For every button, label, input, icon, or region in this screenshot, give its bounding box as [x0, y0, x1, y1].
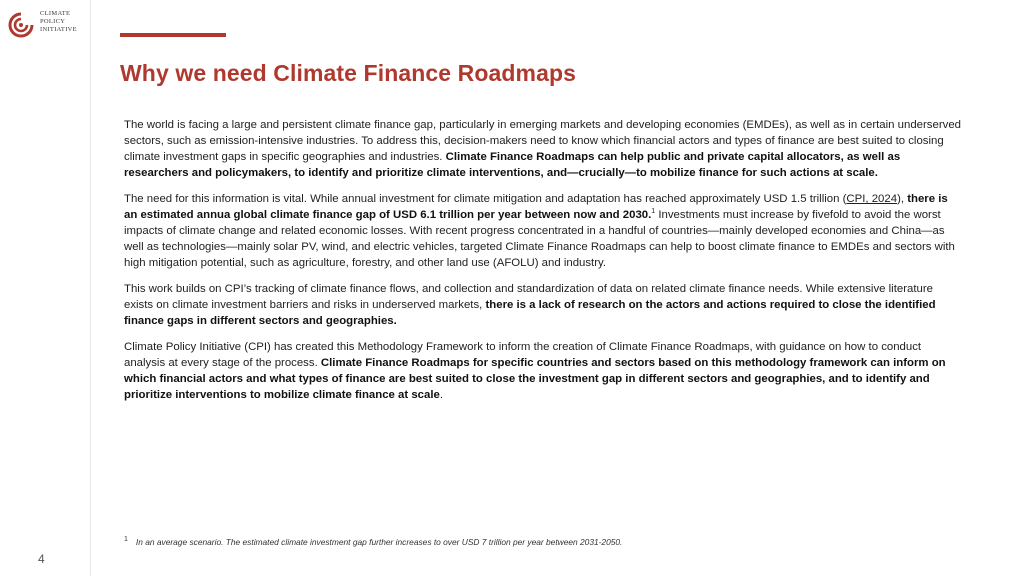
logo-wordmark	[40, 10, 77, 34]
p1-bold: Climate Finance Roadmaps can help public and private capital allocators, as well as researchers and policymakers, to identify and prioritize climate interventions, and—crucially—to mobilize finance for such actions at scale.	[124, 151, 901, 179]
footnote-number: 1	[124, 536, 128, 544]
footnote-ref: 1	[651, 208, 656, 216]
p2-text-1: The need for this information is vital. While annual investment for climate mitigation and adaptation has reached approximately USD 1.5 trillion (	[124, 193, 847, 205]
p4-text-2: .	[439, 389, 444, 401]
page-title: Why we need Climate Finance Roadmaps	[120, 60, 577, 86]
p4-text-1: Climate Policy Initiative (CPI) has created this Methodology Framework to inform the creation of Climate Finance Roadmaps, with guidance on how to conduct analysis at every stage of the process.	[124, 341, 922, 369]
logo-line-3: INITIATIVE	[40, 26, 77, 33]
cpi-2024-link[interactable]: CPI, 2024	[846, 193, 898, 205]
paragraph-3	[124, 281, 964, 329]
p2-text-2: ),	[897, 193, 908, 205]
paragraph-2	[124, 191, 964, 271]
p2-text-3: Investments must increase by fivefold to avoid the worst impacts of climate change and related economic losses. With recent progress concentrated in a handful of countries—mainly developed economies and China—as well as technologies—mainly solar PV, wind, and electric vehicles, targeted Climate Finance Roadmaps can help to boost climate finance to EMDEs and sectors with high mitigation potential, such as agriculture, forestry, and other land use (AFOLU) and industry.	[124, 209, 955, 269]
footnote-text: In an average scenario. The estimated climate investment gap further increases to over USD 7 trillion per year between 2031-2050.	[135, 537, 623, 547]
sidebar-divider	[90, 0, 91, 576]
p3-bold: there is a lack of research on the actors and actions required to close the identified finance gaps in different sectors and geographies.	[124, 299, 936, 327]
p2-bold: there is an estimated annua global climate finance gap of USD 6.1 trillion per year between now and 2030.	[124, 193, 948, 221]
title-accent-bar	[120, 33, 226, 37]
cpi-logo-icon	[8, 12, 34, 38]
logo-line-1: CLIMATE	[40, 10, 71, 17]
p3-text: This work builds on CPI’s tracking of climate finance flows, and collection and standardization of data on related climate finance needs. While extensive literature exists on climate investment barriers and risks in underserved markets,	[124, 283, 933, 311]
paragraph-4	[124, 339, 964, 403]
body-content	[124, 117, 964, 413]
p1-text: The world is facing a large and persistent climate finance gap, particularly in emerging markets and developing economies (EMDEs), as well as in certain underserved sectors, such as emission-intensive industries. To address this, decision-makers need to know which financial actors and types of finance are best suited to closing climate investment gaps in specific geographies and industries.	[124, 119, 961, 163]
page-number: 4	[38, 552, 45, 566]
p4-bold: Climate Finance Roadmaps for specific countries and sectors based on this methodology framework can inform on which financial actors and what types of finance are best suited to close the investment gap in different sectors and geographies, and to identify and prioritize interventions to mobilize climate finance at scale	[124, 357, 946, 401]
paragraph-1	[124, 117, 964, 181]
cpi-logo[interactable]	[8, 10, 77, 38]
footnote	[124, 537, 622, 547]
logo-line-2: POLICY	[40, 18, 66, 25]
